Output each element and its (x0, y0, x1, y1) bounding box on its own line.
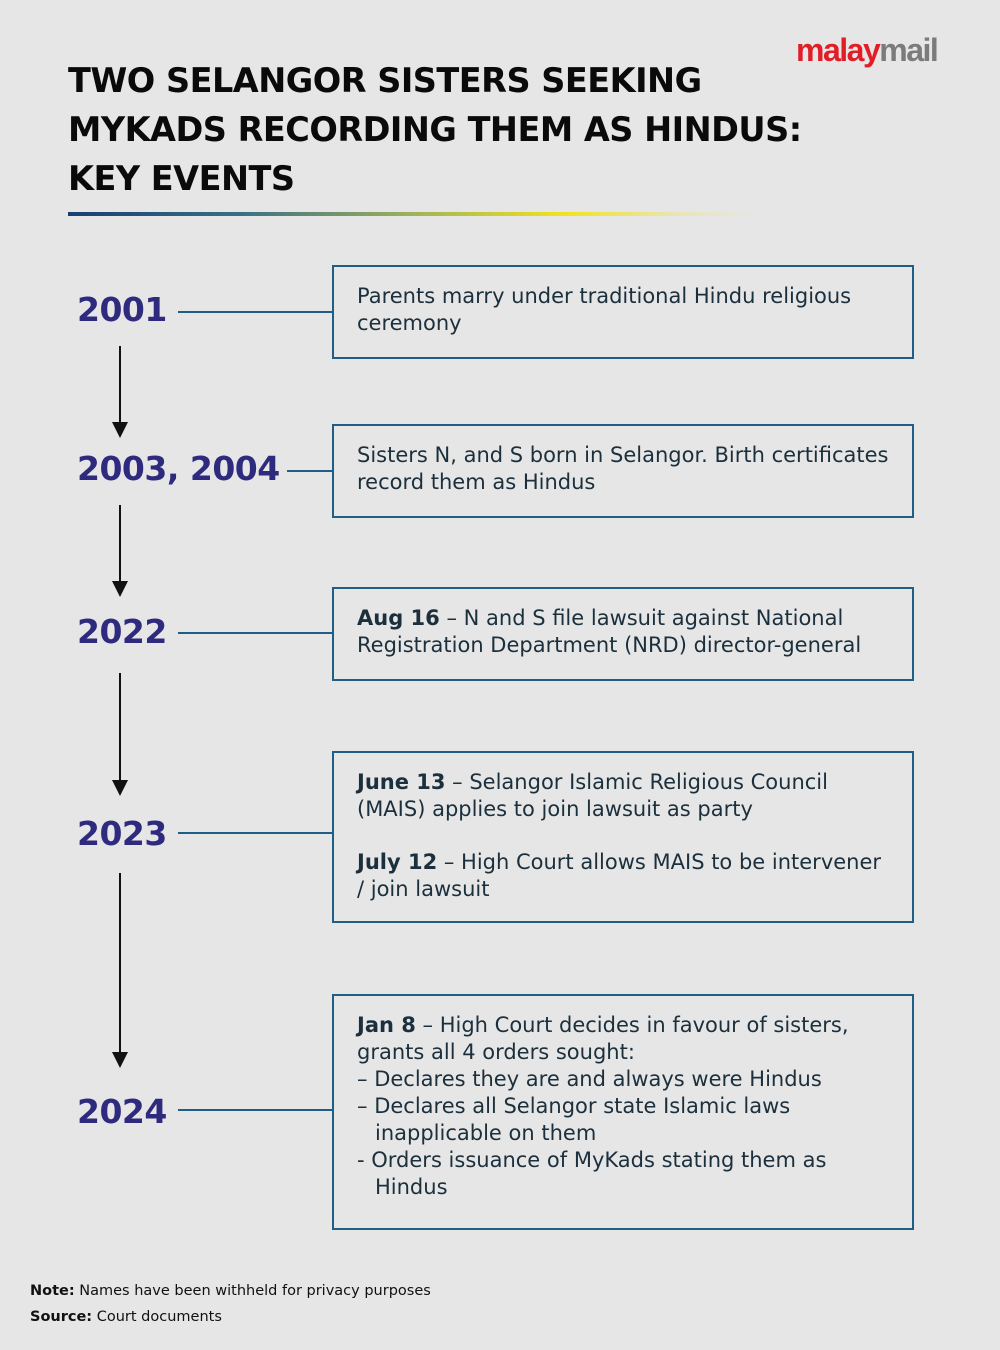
order-item-2 (357, 1093, 892, 1120)
event-entry-june-13 (357, 769, 892, 823)
title-gradient-rule (68, 212, 758, 216)
order-item-3 (357, 1147, 892, 1174)
timeline-arrow-4 (119, 873, 121, 1066)
event-entry-2022 (357, 605, 892, 659)
event-text-july-12: – High Court allows MAIS to be intervener / join lawsuit (357, 850, 882, 901)
event-text-june-13: – Selangor Islamic Religious Council (MAIS) applies to join lawsuit as party (357, 770, 828, 821)
event-box-2024 (332, 994, 914, 1230)
title-line-2: MYKADS RECORDING THEM AS HINDUS: (68, 110, 802, 149)
event-date-aug-16: Aug 16 (357, 606, 440, 630)
title-line-1: TWO SELANGOR SISTERS SEEKING (68, 61, 702, 100)
footnote-note (30, 1281, 431, 1301)
note-text: Names have been withheld for privacy purposes (74, 1283, 431, 1299)
year-2024: 2024 (77, 1092, 167, 1131)
event-text-2003-2004: Sisters N, and S born in Selangor. Birth certificates record them as Hindus (357, 443, 889, 494)
order-prefix-1: – (357, 1067, 375, 1091)
event-box-2022 (332, 587, 914, 681)
event-box-2001 (332, 265, 914, 359)
logo-part-mail: mail (879, 32, 938, 68)
connector-line-2001 (178, 311, 332, 313)
year-2023: 2023 (77, 814, 167, 853)
title-line-3: KEY EVENTS (68, 159, 295, 198)
order-prefix-2: – (357, 1094, 375, 1118)
note-label: Note: (30, 1283, 75, 1299)
order-item-1 (357, 1066, 892, 1093)
year-2022: 2022 (77, 612, 167, 651)
connector-line-2003-2004 (287, 470, 332, 472)
logo-part-malay: malay (796, 32, 880, 68)
timeline-arrow-2 (119, 505, 121, 595)
malaymail-logo (796, 30, 937, 70)
timeline-arrow-3 (119, 673, 121, 794)
event-date-june-13: June 13 (357, 770, 446, 794)
order-text-1: Declares they are and always were Hindus (374, 1067, 822, 1091)
order-text-2: Declares all Selangor state Islamic laws (374, 1094, 791, 1118)
event-box-2003-2004 (332, 424, 914, 518)
event-text-jan-8: – High Court decides in favour of sisters, grants all 4 orders sought: (357, 1013, 849, 1064)
source-text: Court documents (92, 1309, 222, 1325)
event-entry-july-12 (357, 849, 892, 903)
timeline-arrow-1 (119, 346, 121, 436)
event-text-2001: Parents marry under traditional Hindu religious ceremony (357, 284, 852, 335)
event-entry-jan-8 (357, 1012, 892, 1066)
source-label: Source: (30, 1309, 93, 1325)
order-prefix-3: - (357, 1148, 372, 1172)
connector-line-2024 (178, 1109, 332, 1111)
year-2001: 2001 (77, 290, 167, 329)
event-text-2022: – N and S file lawsuit against National Registration Department (NRD) director-general (357, 606, 862, 657)
event-date-jan-8: Jan 8 (357, 1013, 416, 1037)
event-box-2023 (332, 751, 914, 923)
connector-line-2023 (178, 832, 332, 834)
order-text-3: Orders issuance of MyKads stating them as (371, 1148, 827, 1172)
year-2003-2004: 2003, 2004 (77, 449, 280, 488)
connector-line-2022 (178, 632, 332, 634)
footnote-source (30, 1307, 222, 1327)
order-item-3-continued: Hindus (375, 1175, 448, 1199)
event-date-july-12: July 12 (357, 850, 438, 874)
order-item-2-continued: inapplicable on them (375, 1121, 597, 1145)
page-title (68, 56, 808, 203)
